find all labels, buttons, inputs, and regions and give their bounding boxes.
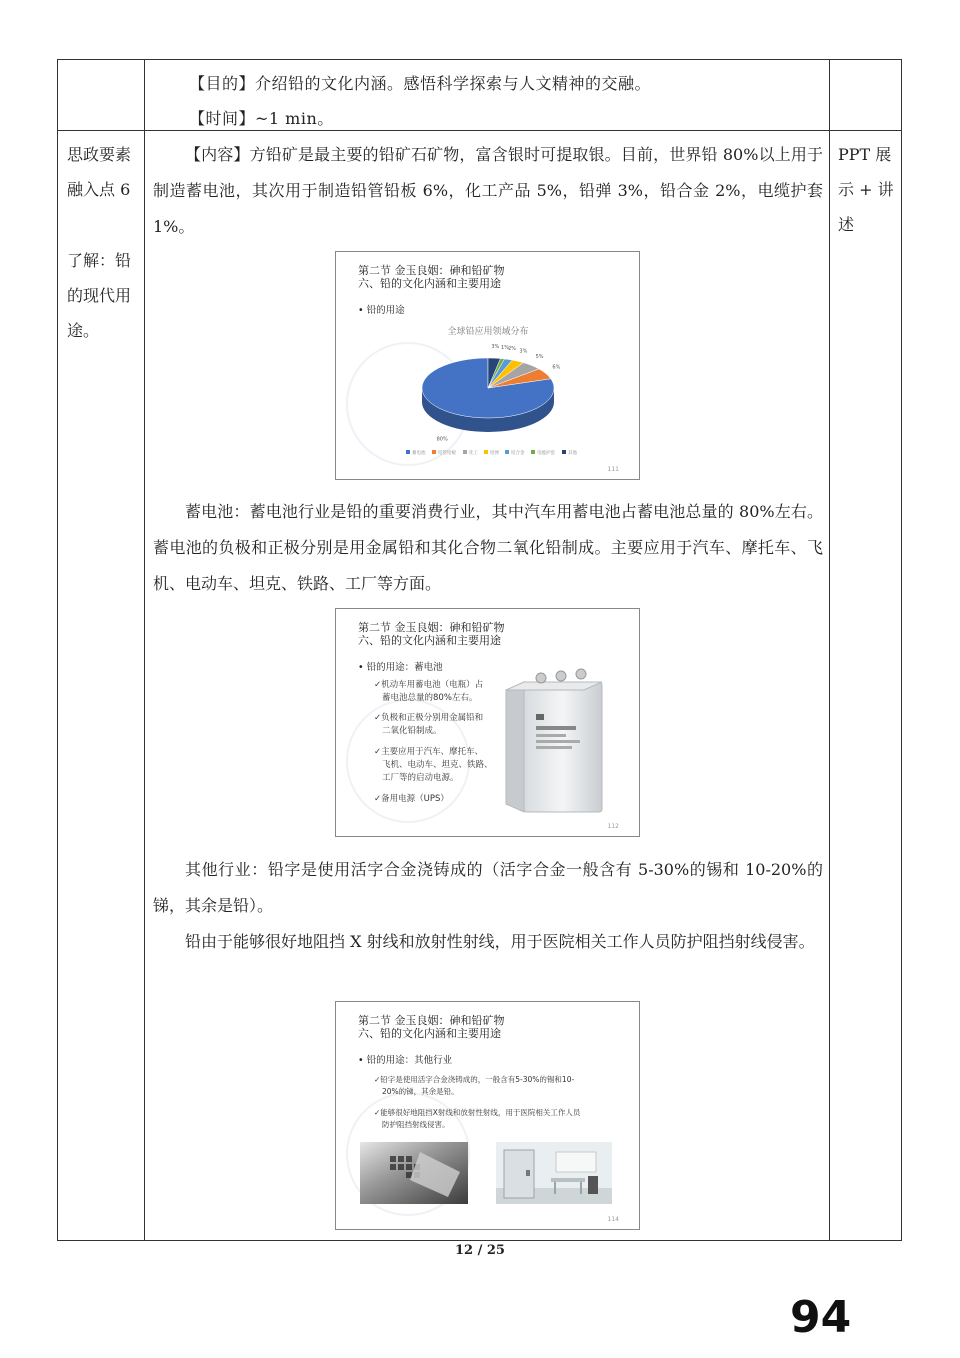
xray-paragraph: 铅由于能够很好地阻挡 X 射线和放射性射线，用于医院相关工作人员防护阻挡射线侵害。 bbox=[185, 932, 815, 951]
other-industry-paragraph: 其他行业：铅字是使用活字合金浇铸成的（活字合金一般含有 5-30%的锡和 10-20%的锑，其余是铅）。 bbox=[153, 860, 823, 915]
slide-battery bbox=[335, 608, 640, 837]
pie-data-label: 80% bbox=[436, 436, 448, 443]
battery-image bbox=[496, 664, 616, 824]
legend-label: 蓄电池 bbox=[412, 451, 426, 456]
slide-check-item bbox=[374, 712, 483, 738]
slide-title-line: 第二节 金玉良姻：砷和铅矿物 bbox=[358, 264, 505, 277]
legend-swatch bbox=[406, 450, 410, 454]
pie-data-label: 2% bbox=[508, 346, 517, 352]
left-cell-sub bbox=[67, 243, 139, 348]
legend-label: 铅弹 bbox=[490, 451, 499, 456]
pie-chart bbox=[336, 310, 639, 480]
slide-lead-uses bbox=[335, 251, 640, 480]
method-cell bbox=[838, 137, 896, 242]
hospital-room-photo bbox=[496, 1142, 612, 1204]
pie-data-label: 5% bbox=[535, 354, 544, 360]
check-line: ✓主要应用于汽车、摩托车、 bbox=[374, 747, 484, 757]
legend-label: 电缆护套 bbox=[537, 451, 555, 456]
slide-bullet: • 铅的用途：蓄电池 bbox=[358, 662, 443, 673]
slide-title-line: 第二节 金玉良姻：砷和铅矿物 bbox=[358, 1014, 505, 1027]
slide-other-industries bbox=[335, 1001, 640, 1230]
legend-swatch bbox=[432, 450, 436, 454]
legend-label: 铅合金 bbox=[511, 451, 525, 456]
check-line: ✓备用电源（UPS） bbox=[374, 794, 449, 804]
type-metal-photo bbox=[360, 1142, 468, 1204]
slide-title bbox=[358, 621, 505, 647]
slide-check-item bbox=[374, 793, 449, 806]
check-line: ✓能够很好地阻挡X射线和放射性射线，用于医院相关工作人员 bbox=[374, 1108, 581, 1117]
slide-title bbox=[358, 264, 505, 290]
slide-bullet: • 铅的用途：其他行业 bbox=[358, 1055, 453, 1066]
method-line: 示 + 讲 bbox=[838, 180, 894, 199]
left-cell-title bbox=[67, 137, 139, 207]
slide-title-line: 六、铅的文化内涵和主要用途 bbox=[358, 277, 501, 290]
time-text: 【时间】~1 min。 bbox=[189, 109, 334, 128]
pie-data-label: 6% bbox=[552, 364, 561, 371]
check-line: 防护阻挡射线侵害。 bbox=[382, 1120, 450, 1129]
slide-title-line: 六、铅的文化内涵和主要用途 bbox=[358, 634, 501, 647]
check-line: 二氧化铅制成。 bbox=[382, 726, 442, 736]
left-title-line: 思政要素 bbox=[67, 145, 132, 164]
page-footer: 12 / 25 bbox=[455, 1243, 505, 1258]
check-line: ✓机动车用蓄电池（电瓶）占 bbox=[374, 680, 484, 690]
goal-text: 【目的】介绍铅的文化内涵。感悟科学探索与人文精神的交融。 bbox=[189, 74, 652, 93]
left-sub-line: 途。 bbox=[67, 321, 100, 340]
slide-check-item bbox=[374, 1074, 574, 1098]
pie-data-label: 3% bbox=[519, 348, 528, 355]
slide-bullet: • 铅的用途 bbox=[358, 305, 405, 316]
slide-page-number: 112 bbox=[607, 823, 619, 830]
pie-data-label: 1% bbox=[501, 345, 509, 351]
page-number: 94 bbox=[790, 1292, 852, 1343]
legend-swatch bbox=[531, 450, 535, 454]
left-title-line: 融入点 6 bbox=[67, 180, 131, 199]
check-line: ✓铅字是使用活字合金浇铸成的，一般含有5-30%的锡和10- bbox=[374, 1075, 575, 1084]
row-divider bbox=[58, 130, 901, 131]
check-line: ✓负极和正极分别用金属铅和 bbox=[374, 713, 484, 723]
slide-title bbox=[358, 1014, 505, 1040]
check-line: 蓄电池总量的80%左右。 bbox=[382, 693, 478, 703]
legend-swatch bbox=[562, 450, 566, 454]
method-line: 述 bbox=[838, 215, 855, 234]
slide-check-item bbox=[374, 1107, 580, 1131]
slide-check-item bbox=[374, 679, 483, 705]
slide-title-line: 第二节 金玉良姻：砷和铅矿物 bbox=[358, 621, 505, 634]
left-sub-line: 的现代用 bbox=[67, 286, 132, 305]
check-line: 20%的锑，其余是铅。 bbox=[382, 1087, 459, 1096]
left-sub-line: 了解：铅 bbox=[67, 251, 132, 270]
chart-title: 全球铅应用领域分布 bbox=[447, 327, 529, 337]
method-line: PPT 展 bbox=[838, 145, 892, 164]
legend-swatch bbox=[484, 450, 488, 454]
slide-page-number: 114 bbox=[607, 1216, 619, 1223]
lesson-table bbox=[57, 59, 902, 1241]
legend-label: 铅管铅板 bbox=[438, 451, 456, 456]
battery-paragraph: 蓄电池：蓄电池行业是铅的重要消费行业，其中汽车用蓄电池占蓄电池总量的 80%左右。蓄电池的负极和正极分别是用金属铅和其化合物二氧化铅制成。主要应用于汽车、摩托车、飞机、电动车、坦克、铁路、工厂等方面。 bbox=[153, 502, 823, 593]
legend-label: 化工 bbox=[469, 451, 478, 456]
pie-data-label: 3% bbox=[491, 344, 500, 351]
legend-swatch bbox=[505, 450, 509, 454]
column-divider bbox=[144, 60, 145, 1240]
slide-page-number: 111 bbox=[607, 466, 619, 473]
legend-label: 其他 bbox=[568, 451, 577, 456]
content-paragraph: 【内容】方铅矿是最主要的铅矿石矿物，富含银时可提取银。目前，世界铅 80%以上用于制造蓄电池，其次用于制造铅管铅板 6%，化工产品 5%，铅弹 3%，铅合金 2%，电缆护套 1%。 bbox=[153, 145, 823, 236]
check-line: 工厂等的启动电源。 bbox=[382, 773, 459, 783]
legend-swatch bbox=[463, 450, 467, 454]
column-divider bbox=[829, 60, 830, 1240]
check-line: 飞机、电动车、坦克、铁路、 bbox=[382, 760, 493, 770]
slide-check-item bbox=[374, 746, 493, 785]
slide-title-line: 六、铅的文化内涵和主要用途 bbox=[358, 1027, 501, 1040]
